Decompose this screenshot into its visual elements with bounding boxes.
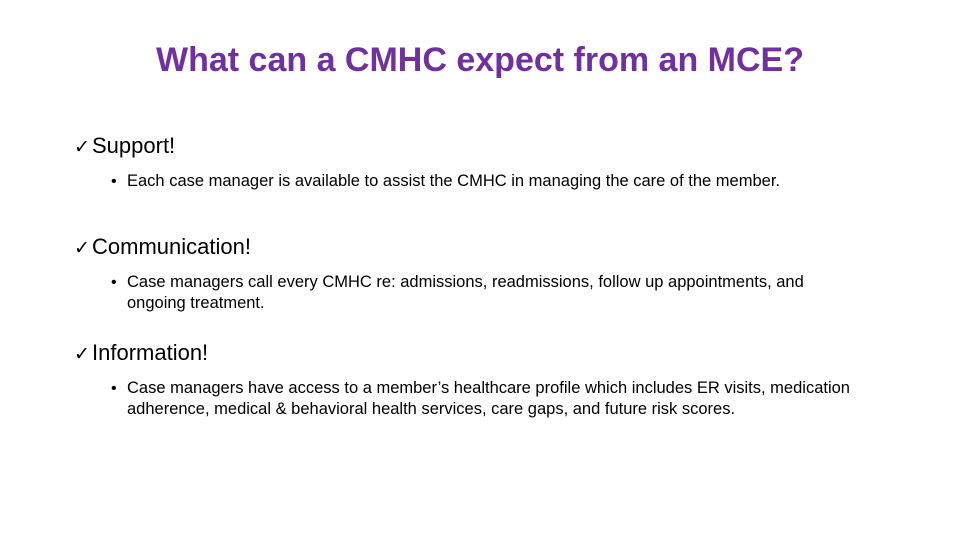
bullet-item [74, 272, 857, 314]
bullet-text-information: Case managers have access to a member’s healthcare profile which includes ER visits, medication adherence, medical & behavioral health services, care gaps, and future risk scores. [127, 379, 850, 418]
bullet-text-support: Each case manager is available to assist the CMHC in managing the care of the member. [127, 172, 780, 190]
section-heading [74, 233, 874, 263]
bullet-item [74, 378, 857, 420]
slide-title: What can a CMHC expect from an MCE? [156, 41, 804, 79]
bullet-text-communication: Case managers call every CMHC re: admissions, readmissions, follow up appointments, and ongoing treatment. [127, 273, 804, 312]
checkmark-icon: ✓ [74, 344, 90, 365]
heading-text-communication: Communication! [92, 234, 251, 259]
section-information [74, 339, 874, 420]
bullet-item [74, 171, 857, 192]
section-support [74, 132, 874, 192]
checkmark-icon: ✓ [74, 137, 90, 158]
bullet-icon: • [111, 380, 117, 397]
heading-text-support: Support! [92, 133, 176, 158]
section-heading [74, 132, 874, 162]
heading-text-information: Information! [92, 340, 209, 365]
bullet-icon: • [111, 173, 117, 190]
bullet-icon: • [111, 274, 117, 291]
section-communication [74, 233, 874, 314]
checkmark-icon: ✓ [74, 238, 90, 259]
section-heading [74, 339, 874, 369]
